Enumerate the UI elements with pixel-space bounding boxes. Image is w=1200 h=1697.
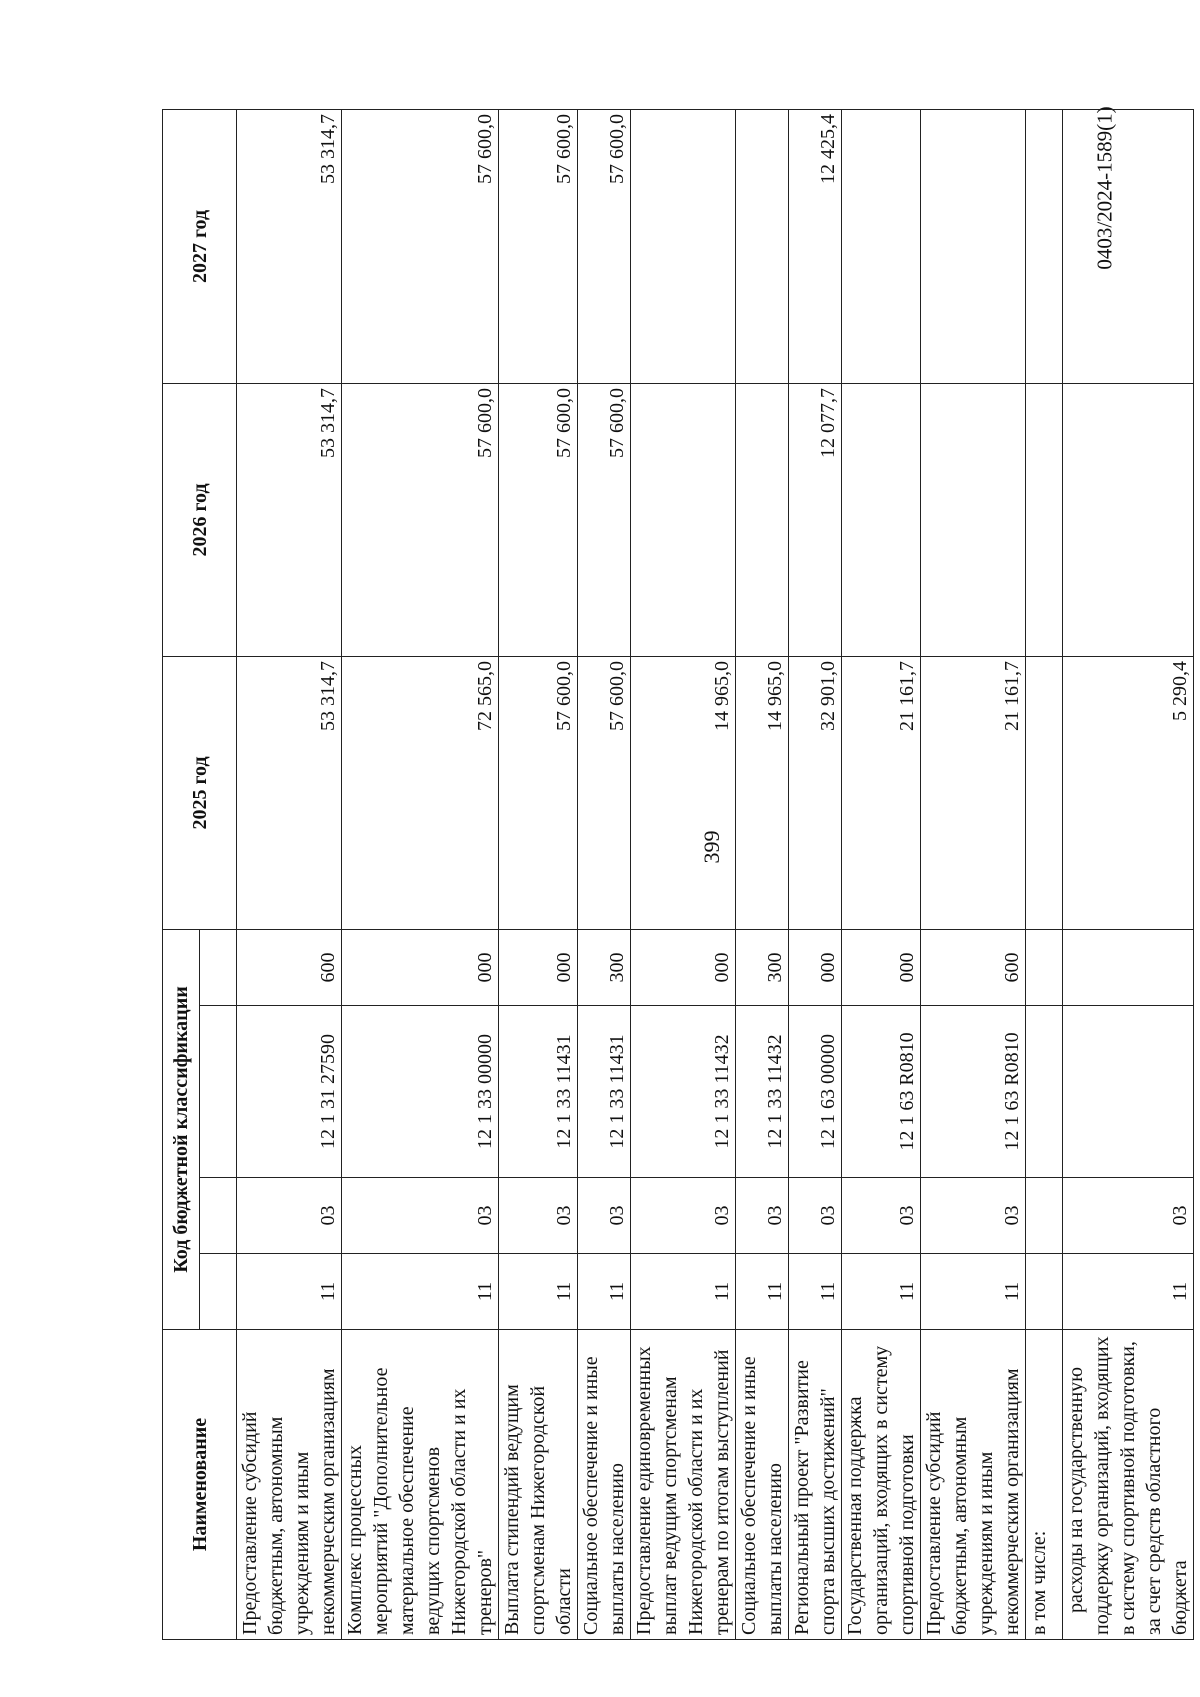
header-2027: 2027 год: [163, 109, 237, 383]
row-code-target: 12 1 33 11432: [631, 1006, 736, 1178]
row-code-target: 12 1 33 00000: [342, 1006, 499, 1178]
table-row: [578, 109, 631, 1639]
row-code-section: 11: [342, 1254, 499, 1330]
row-value-2027: 57 600,0: [342, 109, 499, 383]
row-code-type: 000: [789, 929, 842, 1005]
row-code-section: 11: [842, 1254, 921, 1330]
row-code-type: [1063, 929, 1194, 1005]
row-code-type: 600: [921, 929, 1026, 1005]
row-code-target: 12 1 33 11431: [578, 1006, 631, 1178]
row-value-2027: [736, 109, 789, 383]
row-value-2027: [1063, 109, 1194, 383]
row-value-2026: [921, 383, 1026, 656]
row-value-2025: 53 314,7: [237, 656, 342, 929]
table-row: [499, 109, 578, 1639]
table-row: [789, 109, 842, 1639]
row-value-2027: [842, 109, 921, 383]
row-name: Государственная поддержка организаций, входящих в систему спортивной подготовки: [842, 1330, 921, 1640]
header-code-group: Код бюджетной классификации: [163, 929, 200, 1329]
row-value-2027: [631, 109, 736, 383]
row-name: Региональный проект "Развитие спорта высших достижений": [789, 1330, 842, 1640]
row-name: Предоставление субсидий бюджетным, автономным учреждениям и иным некоммерческим организациям: [237, 1330, 342, 1640]
row-code-type: 000: [631, 929, 736, 1005]
row-value-2027: 53 314,7: [237, 109, 342, 383]
row-code-section: 11: [499, 1254, 578, 1330]
row-code-subsection: 03: [842, 1178, 921, 1254]
row-code-subsection: 03: [736, 1178, 789, 1254]
table-row: [237, 109, 342, 1639]
row-code-type: 300: [578, 929, 631, 1005]
row-value-2025: 72 565,0: [342, 656, 499, 929]
table-row: [1063, 109, 1194, 1639]
header-code-type: [200, 929, 237, 1005]
row-code-type: [1026, 929, 1063, 1005]
row-name: Предоставление единовременных выплат ведущим спортсменам Нижегородской области и их тренерам по итогам выступлений: [631, 1330, 736, 1640]
row-code-subsection: 03: [342, 1178, 499, 1254]
row-code-section: 11: [1063, 1254, 1194, 1330]
row-value-2026: [842, 383, 921, 656]
table-row: [842, 109, 921, 1639]
row-name: Выплата стипендий ведущим спортсменам Нижегородской области: [499, 1330, 578, 1640]
row-code-section: 11: [789, 1254, 842, 1330]
row-name: Социальное обеспечение и иные выплаты населению: [578, 1330, 631, 1640]
row-value-2027: 12 425,4: [789, 109, 842, 383]
header-row: [163, 109, 200, 1639]
row-value-2026: [1026, 383, 1063, 656]
document-code: 0403/2024-1589(1): [1092, 106, 1117, 270]
row-code-section: 11: [578, 1254, 631, 1330]
table-body: [237, 109, 1194, 1639]
row-value-2026: 53 314,7: [237, 383, 342, 656]
row-value-2025: 21 161,7: [842, 656, 921, 929]
row-value-2026: 57 600,0: [342, 383, 499, 656]
row-code-subsection: 03: [789, 1178, 842, 1254]
row-value-2026: 57 600,0: [578, 383, 631, 656]
row-value-2026: [736, 383, 789, 656]
row-name: Предоставление субсидий бюджетным, автономным учреждениям и иным некоммерческим организациям: [921, 1330, 1026, 1640]
table-row: [921, 109, 1026, 1639]
row-value-2027: 57 600,0: [499, 109, 578, 383]
row-code-subsection: [1026, 1178, 1063, 1254]
header-name: Наименование: [163, 1330, 237, 1640]
row-value-2025: 21 161,7: [921, 656, 1026, 929]
row-name: Социальное обеспечение и иные выплаты населению: [736, 1330, 789, 1640]
row-code-subsection: 03: [1063, 1178, 1194, 1254]
row-code-subsection: 03: [921, 1178, 1026, 1254]
table-row: [631, 109, 736, 1639]
row-code-type: 300: [736, 929, 789, 1005]
row-name: расходы на государственную поддержку организаций, входящих в систему спортивной подготовки, за счет средств областного бюджета: [1063, 1330, 1194, 1640]
row-code-subsection: 03: [499, 1178, 578, 1254]
row-code-section: 11: [631, 1254, 736, 1330]
row-code-target: 12 1 33 11431: [499, 1006, 578, 1178]
row-code-target: 12 1 63 00000: [789, 1006, 842, 1178]
row-code-type: 000: [499, 929, 578, 1005]
row-code-section: 11: [736, 1254, 789, 1330]
page-number: 399: [699, 830, 724, 864]
row-value-2025: 14 965,0: [736, 656, 789, 929]
row-value-2027: 57 600,0: [578, 109, 631, 383]
row-name: Комплекс процессных мероприятий "Дополнительное материальное обеспечение ведущих спортсменов Нижегородской области и их тренеров": [342, 1330, 499, 1640]
row-name: в том числе:: [1026, 1330, 1063, 1640]
row-value-2027: [1026, 109, 1063, 383]
row-code-type: 600: [237, 929, 342, 1005]
row-code-target: 12 1 63 R0810: [842, 1006, 921, 1178]
header-2026: 2026 год: [163, 383, 237, 656]
row-code-type: 000: [842, 929, 921, 1005]
table-row: [736, 109, 789, 1639]
row-code-target: [1063, 1006, 1194, 1178]
row-value-2026: 12 077,7: [789, 383, 842, 656]
row-code-target: 12 1 63 R0810: [921, 1006, 1026, 1178]
row-value-2025: [1026, 656, 1063, 929]
row-value-2025: 14 965,0: [631, 656, 736, 929]
row-code-type: 000: [342, 929, 499, 1005]
header-code-target: [200, 1006, 237, 1178]
row-value-2025: 57 600,0: [499, 656, 578, 929]
row-code-target: 12 1 33 11432: [736, 1006, 789, 1178]
row-value-2026: [1063, 383, 1194, 656]
row-value-2025: 5 290,4: [1063, 656, 1194, 929]
row-code-section: [1026, 1254, 1063, 1330]
row-code-section: 11: [237, 1254, 342, 1330]
row-value-2025: 57 600,0: [578, 656, 631, 929]
header-code-section: [200, 1254, 237, 1330]
header-2025: 2025 год: [163, 656, 237, 929]
row-value-2025: 32 901,0: [789, 656, 842, 929]
row-code-subsection: 03: [578, 1178, 631, 1254]
row-code-subsection: 03: [237, 1178, 342, 1254]
table-row: [342, 109, 499, 1639]
row-code-section: 11: [921, 1254, 1026, 1330]
row-code-subsection: 03: [631, 1178, 736, 1254]
row-value-2026: 57 600,0: [499, 383, 578, 656]
header-code-subsection: [200, 1178, 237, 1254]
row-value-2027: [921, 109, 1026, 383]
row-code-target: [1026, 1006, 1063, 1178]
budget-table: [162, 109, 1194, 1640]
table-row: [1026, 109, 1063, 1639]
row-value-2026: [631, 383, 736, 656]
row-code-target: 12 1 31 27590: [237, 1006, 342, 1178]
